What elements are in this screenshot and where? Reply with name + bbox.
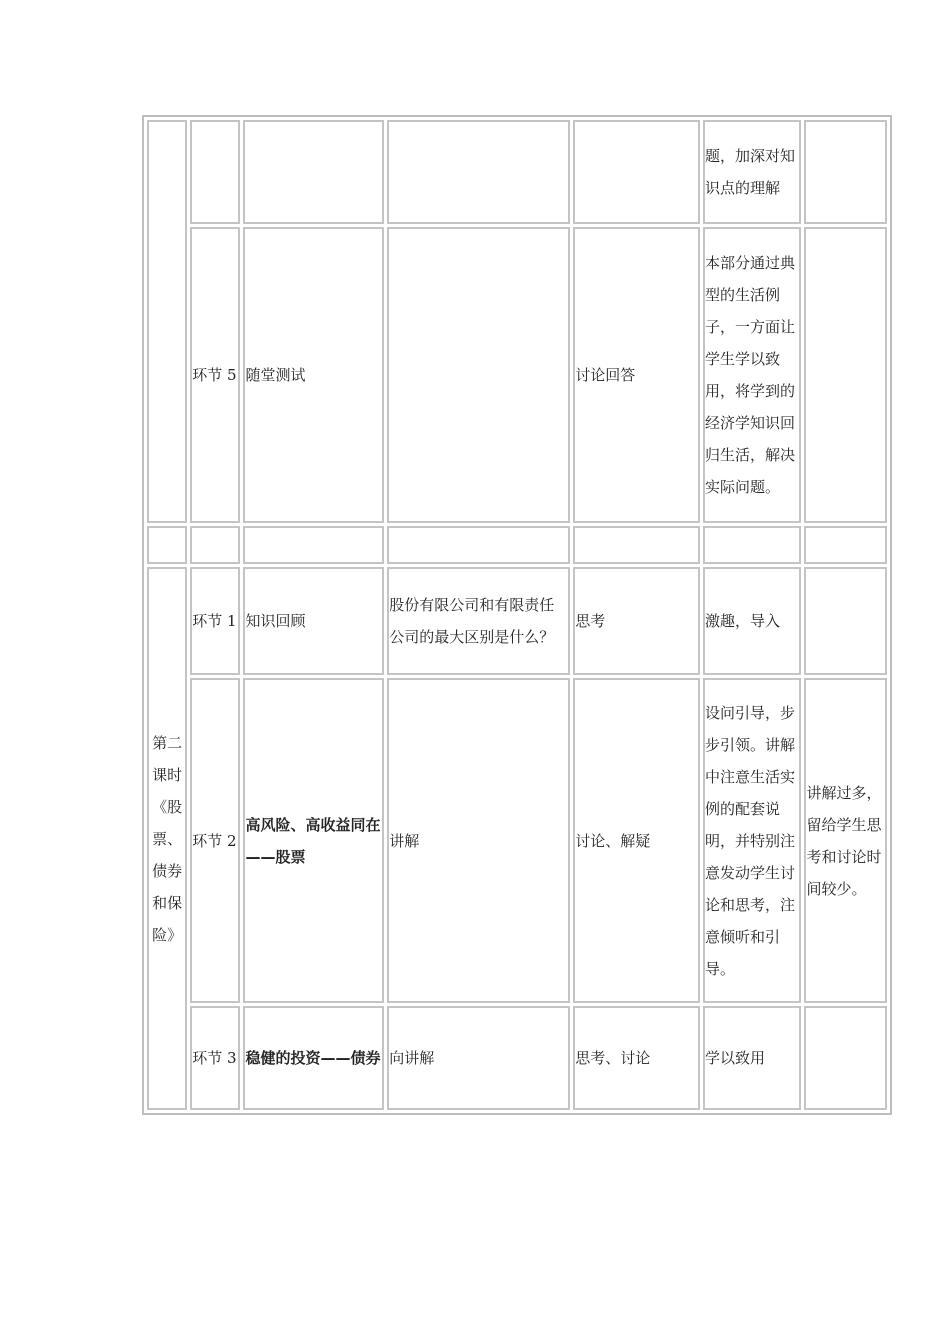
lesson-title-cell: 第二课时《股票、债券和保险》 xyxy=(147,567,187,1110)
section-cell: 环节 3 xyxy=(190,1006,240,1110)
design-intent-cell: 题，加深对知识点的理解 xyxy=(703,120,802,224)
teacher-activity-cell: 股份有限公司和有限责任公司的最大区别是什么？ xyxy=(387,567,570,675)
design-intent-cell: 激趣，导入 xyxy=(703,567,802,675)
lesson-cell-empty xyxy=(147,120,187,523)
student-activity-cell: 讨论、解疑 xyxy=(573,678,700,1003)
teacher-activity-cell xyxy=(387,227,570,523)
section-cell xyxy=(190,120,240,224)
student-activity-cell xyxy=(573,120,700,224)
teacher-activity-cell: 向讲解 xyxy=(387,1006,570,1110)
table-row xyxy=(147,227,887,523)
design-intent-cell: 学以致用 xyxy=(703,1006,802,1110)
content-cell: 高风险、高收益同在——股票 xyxy=(243,678,384,1003)
reflection-cell xyxy=(804,120,887,224)
content-cell: 知识回顾 xyxy=(243,567,384,675)
section-cell: 环节 2 xyxy=(190,678,240,1003)
teacher-activity-cell xyxy=(387,120,570,224)
table-row xyxy=(147,526,887,564)
design-intent-cell: 设问引导，步步引领。讲解中注意生活实例的配套说明，并特别注意发动学生讨论和思考，注意倾听和引导。 xyxy=(703,678,802,1003)
reflection-cell xyxy=(804,227,887,523)
content-cell: 稳健的投资——债券 xyxy=(243,1006,384,1110)
teacher-activity-cell: 讲解 xyxy=(387,678,570,1003)
table-row xyxy=(147,567,887,675)
table-row xyxy=(147,678,887,1003)
table-row xyxy=(147,1006,887,1110)
section-cell: 环节 1 xyxy=(190,567,240,675)
reflection-cell xyxy=(804,1006,887,1110)
reflection-cell: 讲解过多，留给学生思考和讨论时间较少。 xyxy=(804,678,887,1003)
student-activity-cell: 思考 xyxy=(573,567,700,675)
table-row xyxy=(147,120,887,224)
content-cell: 随堂测试 xyxy=(243,227,384,523)
content-cell xyxy=(243,120,384,224)
section-cell: 环节 5 xyxy=(190,227,240,523)
lesson-plan-table xyxy=(142,115,892,1115)
student-activity-cell: 思考、讨论 xyxy=(573,1006,700,1110)
reflection-cell xyxy=(804,567,887,675)
student-activity-cell: 讨论回答 xyxy=(573,227,700,523)
design-intent-cell: 本部分通过典型的生活例子，一方面让学生学以致用，将学到的经济学知识回归生活，解决实际问题。 xyxy=(703,227,802,523)
